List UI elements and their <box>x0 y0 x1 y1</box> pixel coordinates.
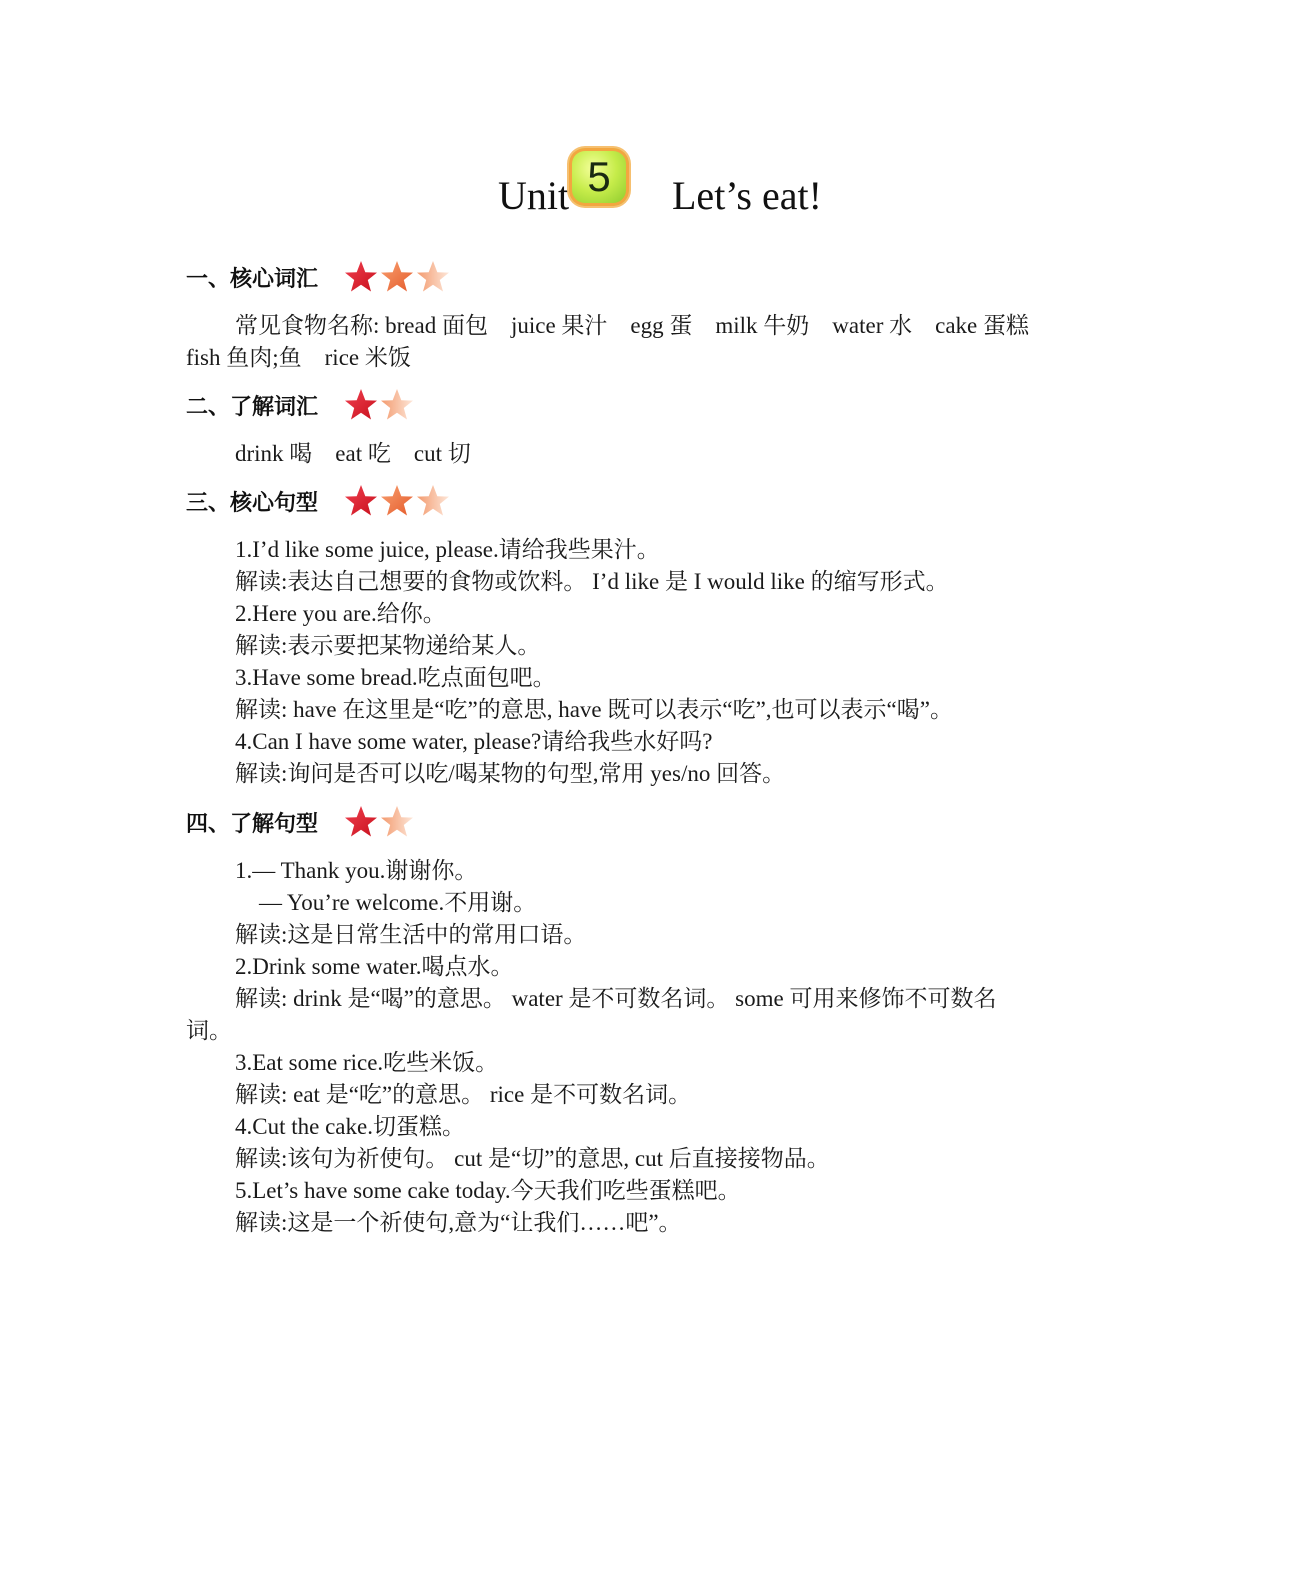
star-half-icon <box>380 388 414 422</box>
rating-stars <box>344 388 414 422</box>
vocab-line: drink 喝 eat 吃 cut 切 <box>235 441 471 466</box>
sentence-line: 2.Here you are.给你。 <box>235 601 446 626</box>
star-full-icon <box>344 260 378 294</box>
rating-stars <box>344 484 450 518</box>
explanation-line: 解读: drink 是“喝”的意思。 water 是不可数名词。 some 可用来修饰不可数名 <box>235 986 997 1011</box>
section-heading-core-vocab <box>186 259 450 295</box>
sentence-line: 2.Drink some water.喝点水。 <box>235 954 514 979</box>
sentence-line: 4.Cut the cake.切蛋糕。 <box>235 1114 465 1139</box>
star-full-icon <box>344 388 378 422</box>
rating-stars <box>344 260 450 294</box>
section-heading-understand-vocab <box>186 387 414 423</box>
star-full-icon <box>344 805 378 839</box>
explanation-line: 解读: have 在这里是“吃”的意思, have 既可以表示“吃”,也可以表示“喝”。 <box>235 697 953 722</box>
explanation-line: 解读:这是一个祈使句,意为“让我们……吧”。 <box>235 1210 682 1235</box>
sentence-line: 5.Let’s have some cake today.今天我们吃些蛋糕吧。 <box>235 1178 741 1203</box>
section-heading-text: 二、了解词汇 <box>186 394 319 420</box>
vocab-line: 常见食物名称: bread 面包 juice 果汁 egg 蛋 milk 牛奶 water 水 cake 蛋糕 <box>235 313 1029 338</box>
section-heading-understand-sentences <box>186 804 414 840</box>
explanation-line: 解读:这是日常生活中的常用口语。 <box>235 922 587 947</box>
explanation-line: 解读: eat 是“吃”的意思。 rice 是不可数名词。 <box>235 1082 692 1107</box>
star-half-icon <box>380 805 414 839</box>
star-half-icon <box>416 484 450 518</box>
sentence-line: — You’re welcome.不用谢。 <box>259 890 537 915</box>
section-heading-text: 三、核心句型 <box>186 490 319 516</box>
star-half-icon <box>416 260 450 294</box>
sentence-line: 3.Have some bread.吃点面包吧。 <box>235 665 556 690</box>
unit-word: Unit <box>498 173 570 218</box>
sentence-line: 3.Eat some rice.吃些米饭。 <box>235 1050 499 1075</box>
sentence-line: 4.Can I have some water, please?请给我些水好吗? <box>235 729 713 754</box>
section-heading-core-sentences <box>186 483 450 519</box>
explanation-line: 解读:表达自己想要的食物或饮料。 I’d like 是 I would like 的缩写形式。 <box>235 569 949 594</box>
section-heading-text: 四、了解句型 <box>186 811 319 837</box>
sentence-line: 1.— Thank you.谢谢你。 <box>235 858 478 883</box>
section-heading-text: 一、核心词汇 <box>186 266 319 292</box>
explanation-line: 解读:该句为祈使句。 cut 是“切”的意思, cut 后直接接物品。 <box>235 1146 830 1171</box>
explanation-line: 词。 <box>186 1018 232 1043</box>
star-full-icon <box>380 260 414 294</box>
sentence-line: 1.I’d like some juice, please.请给我些果汁。 <box>235 537 660 562</box>
unit-name: Let’s eat! <box>672 173 822 218</box>
star-full-icon <box>344 484 378 518</box>
rating-stars <box>344 805 414 839</box>
explanation-line: 解读:表示要把某物递给某人。 <box>235 633 541 658</box>
explanation-line: 解读:询问是否可以吃/喝某物的句型,常用 yes/no 回答。 <box>235 761 786 786</box>
vocab-line: fish 鱼肉;鱼 rice 米饭 <box>186 345 411 370</box>
unit-number-badge: 5 <box>569 148 629 206</box>
unit-title <box>0 153 1291 228</box>
star-full-icon <box>380 484 414 518</box>
